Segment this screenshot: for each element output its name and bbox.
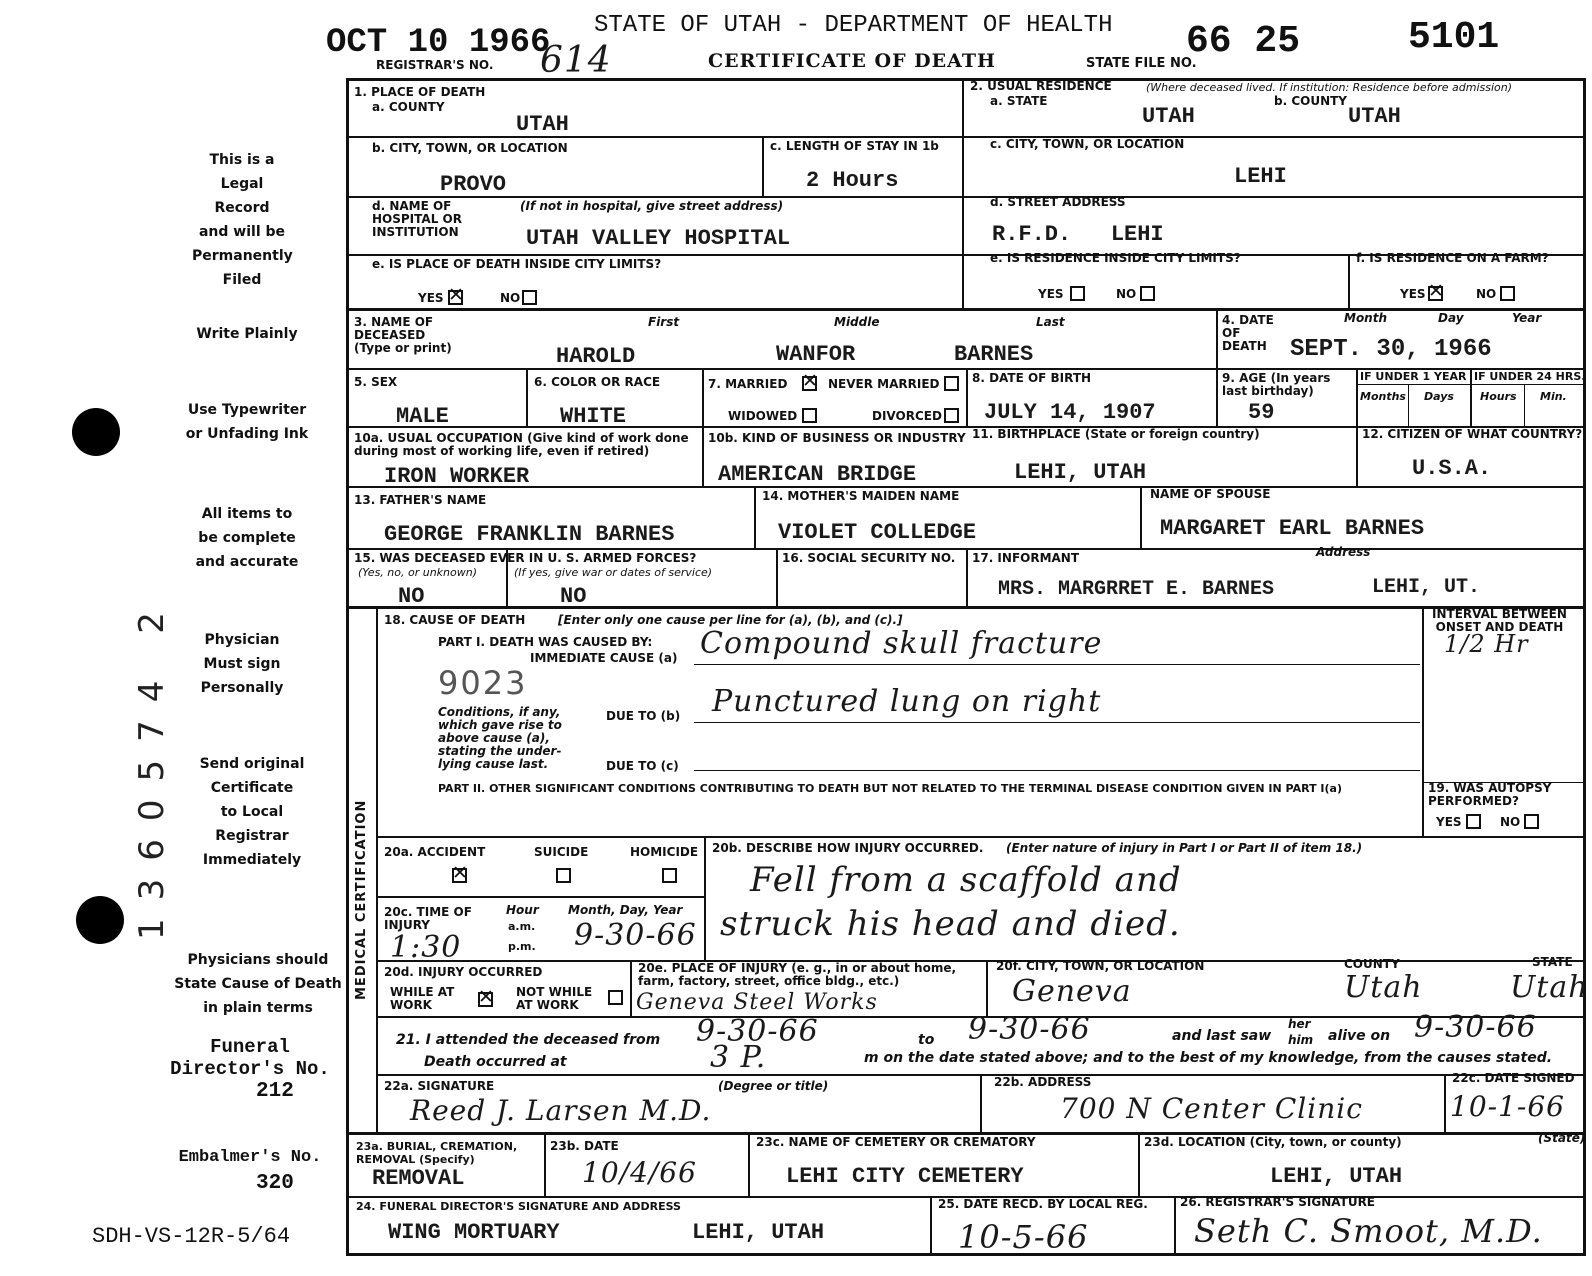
checkbox-inside-city-yes[interactable]: [448, 290, 463, 305]
label-describe-injury: 20b. DESCRIBE HOW INJURY OCCURRED.: [712, 841, 984, 855]
value-informant-address: LEHI, UT.: [1372, 576, 1481, 599]
label-autopsy-yes: YES: [1436, 815, 1462, 829]
label-widowed: WIDOWED: [728, 409, 798, 423]
label-injury-state: STATE: [1532, 955, 1573, 969]
checkbox-while-at-work[interactable]: [478, 992, 493, 1007]
value-county: UTAH: [516, 112, 569, 137]
checkbox-autopsy-no[interactable]: [1524, 814, 1539, 829]
label-part-1: PART I. DEATH WAS CAUSED BY:: [438, 635, 653, 649]
label-first: First: [648, 315, 680, 329]
checkbox-homicide[interactable]: [662, 868, 677, 883]
stamp-date: OCT 10 1966: [326, 24, 551, 62]
label-physician-address: 22b. ADDRESS: [994, 1075, 1092, 1089]
label-usual-residence-note: (Where deceased lived. If institution: Residence before admission): [1146, 81, 1513, 94]
label-am: a.m.: [508, 920, 536, 933]
checkbox-never-married[interactable]: [944, 376, 959, 391]
value-informant: MRS. MARGRRET E. BARNES: [998, 578, 1275, 601]
value-physician-address: 700 N Center Clinic: [1060, 1092, 1363, 1125]
value-cause-b: Punctured lung on right: [712, 684, 1102, 719]
value-funeral-address: LEHI, UTAH: [692, 1220, 825, 1245]
margin-funeral-label: Funeral Director's No.: [170, 1036, 330, 1080]
checkbox-res-inside-yes[interactable]: [1070, 286, 1085, 301]
label-immediate-cause: IMMEDIATE CAUSE (a): [530, 651, 678, 665]
value-armed-forces: NO: [398, 584, 425, 609]
checkbox-inside-city-no[interactable]: [522, 290, 537, 305]
label-state-paren: (State): [1538, 1131, 1586, 1145]
value-date-of-birth: JULY 14, 1907: [984, 400, 1156, 425]
registrar-label: REGISTRAR'S NO.: [376, 58, 494, 72]
value-injury-city: Geneva: [1012, 974, 1132, 1009]
value-business: AMERICAN BRIDGE: [718, 462, 917, 487]
label-due-to-b: DUE TO (b): [606, 709, 681, 723]
label-mother: 14. MOTHER'S MAIDEN NAME: [762, 489, 960, 503]
margin-legal-record: This is a Legal Record and will be Permanently Filed: [192, 152, 293, 288]
value-physician-signature: Reed J. Larsen M.D.: [410, 1094, 712, 1127]
label-days: Days: [1424, 390, 1454, 403]
value-time-of-injury: 1:30: [390, 930, 462, 965]
label-autopsy-no: NO: [1500, 815, 1521, 829]
label-year: Year: [1512, 311, 1542, 325]
label-county: a. COUNTY: [372, 100, 445, 114]
label-injury-city: 20f. CITY, TOWN, OR LOCATION: [996, 959, 1205, 973]
label-sex: 5. SEX: [354, 375, 398, 389]
label-cause-note: [Enter only one cause per line for (a), (b), and (c).]: [558, 613, 903, 627]
value-first-name: HAROLD: [556, 344, 636, 369]
checkbox-farm-yes[interactable]: [1428, 286, 1443, 301]
value-mother: VIOLET COLLEDGE: [778, 520, 977, 545]
value-father: GEORGE FRANKLIN BARNES: [384, 522, 675, 547]
label-res-inside-no: NO: [1116, 287, 1137, 301]
label-inside-city: e. IS PLACE OF DEATH INSIDE CITY LIMITS?: [372, 257, 662, 271]
label-suicide: SUICIDE: [534, 845, 589, 859]
label-not-while-at-work: NOT WHILE AT WORK: [516, 985, 593, 1012]
label-under-24-hours: IF UNDER 24 HRS.: [1474, 370, 1586, 383]
label-while-at-work: WHILE AT WORK: [390, 985, 455, 1012]
margin-send-original: Send original Certificate to Local Registrar Immediately: [199, 756, 305, 868]
checkbox-res-inside-no[interactable]: [1140, 286, 1155, 301]
label-length-of-stay: c. LENGTH OF STAY IN 1b: [770, 139, 939, 153]
value-middle-name: WANFOR: [776, 342, 856, 367]
value-street-address: R.F.D. LEHI: [992, 222, 1164, 247]
label-burial: 23a. BURIAL, CREMATION, REMOVAL (Specify): [356, 1140, 518, 1166]
value-interval: 1/2 Hr: [1444, 630, 1529, 658]
label-middle: Middle: [834, 315, 880, 329]
label-month-day-year: Month, Day, Year: [568, 903, 683, 917]
value-war-service: NO: [560, 584, 587, 609]
value-date-received: 10-5-66: [958, 1218, 1089, 1256]
label-armed-note-1: (Yes, no, or unknown): [358, 566, 478, 579]
label-cause-of-death: 18. CAUSE OF DEATH: [384, 613, 526, 627]
label-business: 10b. KIND OF BUSINESS OR INDUSTRY: [708, 431, 966, 445]
label-to: to: [918, 1032, 935, 1048]
label-date-of-birth: 8. DATE OF BIRTH: [972, 371, 1092, 385]
label-place-of-injury: 20e. PLACE OF INJURY (e. g., in or about home, farm, factory, street, office bldg., etc.): [638, 961, 957, 988]
label-never-married: NEVER MARRIED: [828, 377, 940, 391]
label-race: 6. COLOR OR RACE: [534, 375, 661, 389]
value-birthplace: LEHI, UTAH: [1014, 460, 1147, 485]
label-residence-state: a. STATE: [990, 94, 1048, 108]
label-place-of-death: 1. PLACE OF DEATH: [354, 85, 486, 99]
label-occupation: 10a. USUAL OCCUPATION (Give kind of work done during most of working life, even if retired): [354, 431, 689, 458]
value-registrar-signature: Seth C. Smoot, M.D.: [1194, 1212, 1543, 1250]
label-month: Month: [1344, 311, 1388, 325]
label-informant: 17. INFORMANT: [972, 551, 1080, 565]
label-res-inside-yes: YES: [1038, 287, 1064, 301]
label-date-signed: 22c. DATE SIGNED: [1452, 1071, 1575, 1085]
checkbox-not-while-at-work[interactable]: [608, 990, 623, 1005]
label-residence-city: c. CITY, TOWN, OR LOCATION: [990, 137, 1185, 151]
value-sex: MALE: [396, 404, 449, 429]
label-birthplace: 11. BIRTHPLACE (State or foreign country): [972, 427, 1260, 441]
label-date-of-death: 4. DATE OF DEATH: [1222, 313, 1274, 353]
value-describe-line-1: Fell from a scaffold and: [750, 860, 1182, 900]
margin-embalmer-label: Embalmer's No.: [178, 1148, 322, 1167]
label-last: Last: [1036, 315, 1065, 329]
margin-embalmer-number: 320: [256, 1172, 294, 1195]
label-informant-address: Address: [1316, 545, 1371, 559]
label-farm-yes: YES: [1400, 287, 1426, 301]
value-race: WHITE: [560, 404, 627, 429]
margin-complete: All items to be complete and accurate: [195, 506, 299, 570]
margin-funeral-number: 212: [256, 1080, 294, 1103]
checkbox-divorced[interactable]: [944, 408, 959, 423]
label-farm-no: NO: [1476, 287, 1497, 301]
value-cemetery-location: LEHI, UTAH: [1270, 1164, 1403, 1189]
label-hours: Hours: [1480, 390, 1517, 403]
label-city: b. CITY, TOWN, OR LOCATION: [372, 141, 568, 155]
label-citizen: 12. CITIZEN OF WHAT COUNTRY?: [1362, 427, 1583, 441]
label-residence-inside-city: e. IS RESIDENCE INSIDE CITY LIMITS?: [990, 251, 1241, 265]
label-part-2: PART II. OTHER SIGNIFICANT CONDITIONS CONTRIBUTING TO DEATH BUT NOT RELATED TO THE TERMINAL DISEASE CONDITION GIVEN IN PART I(a): [438, 782, 1343, 795]
label-hospital-note: (If not in hospital, give street address): [520, 199, 784, 213]
label-due-to-c: DUE TO (c): [606, 759, 679, 773]
label-injury-county: COUNTY: [1344, 957, 1400, 971]
label-accident: 20a. ACCIDENT: [384, 845, 486, 859]
value-residence-city: LEHI: [1234, 164, 1287, 189]
label-months: Months: [1360, 390, 1406, 403]
margin-typewriter: Use Typewriter or Unfading Ink: [185, 402, 309, 442]
value-funeral-home: WING MORTUARY: [388, 1220, 560, 1245]
label-registrar-signature: 26. REGISTRAR'S SIGNATURE: [1180, 1195, 1375, 1209]
checkbox-autopsy-yes[interactable]: [1466, 814, 1481, 829]
label-divorced: DIVORCED: [872, 409, 942, 423]
value-date-of-death: SEPT. 30, 1966: [1290, 336, 1492, 363]
value-length-of-stay: 2 Hours: [806, 168, 899, 193]
label-him: him: [1288, 1033, 1314, 1047]
certificate-title: CERTIFICATE OF DEATH: [708, 50, 996, 72]
label-describe-note: (Enter nature of injury in Part I or Part II of item 18.): [1006, 841, 1363, 855]
punch-hole-top: [72, 408, 120, 456]
value-burial: REMOVAL: [372, 1166, 465, 1191]
value-injury-state: Utah: [1510, 970, 1589, 1005]
medical-certification-label: MEDICAL CERTIFICATION: [354, 799, 369, 1000]
margin-write-plainly: Write Plainly: [196, 326, 298, 342]
value-occupation: IRON WORKER: [384, 464, 530, 489]
label-usual-residence: 2. USUAL RESIDENCE: [970, 79, 1112, 93]
label-attended-from: 21. I attended the deceased from: [396, 1032, 661, 1048]
label-funeral-director: 24. FUNERAL DIRECTOR'S SIGNATURE AND ADDRESS: [356, 1200, 681, 1213]
state-title: STATE OF UTAH - DEPARTMENT OF HEALTH: [594, 12, 1113, 39]
checkbox-married[interactable]: [802, 376, 817, 391]
label-homicide: HOMICIDE: [630, 845, 699, 859]
value-describe-line-2: struck his head and died.: [720, 904, 1181, 944]
label-interval: INTERVAL BETWEEN ONSET AND DEATH: [1432, 607, 1567, 634]
label-age: 9. AGE (In years last birthday): [1222, 371, 1331, 398]
file-number: 5101: [1408, 16, 1500, 59]
label-degree: (Degree or title): [718, 1079, 829, 1093]
value-burial-date: 10/4/66: [582, 1156, 697, 1189]
margin-physicians-state: Physicians should State Cause of Death in plain terms: [174, 952, 342, 1016]
label-alive-on: alive on: [1328, 1028, 1391, 1044]
label-social-security: 16. SOCIAL SECURITY NO.: [782, 551, 956, 565]
label-inside-city-yes: YES: [418, 291, 444, 305]
label-injury-occurred: 20d. INJURY OCCURRED: [384, 965, 543, 979]
label-married: 7. MARRIED: [708, 377, 788, 391]
value-age: 59: [1248, 400, 1275, 425]
label-signature: 22a. SIGNATURE: [384, 1079, 495, 1093]
margin-physician: Physician Must sign Personally: [200, 632, 284, 696]
checkbox-suicide[interactable]: [556, 868, 571, 883]
value-last-name: BARNES: [954, 342, 1034, 367]
punch-hole-bottom: [76, 896, 124, 944]
label-pm: p.m.: [508, 940, 536, 953]
value-cause-a: Compound skull fracture: [700, 626, 1103, 661]
value-place-of-injury: Geneva Steel Works: [636, 990, 878, 1015]
value-alive-on: 9-30-66: [1414, 1010, 1537, 1045]
vertical-serial-number: 1360574 2: [132, 594, 172, 940]
value-residence-state: UTAH: [1142, 104, 1195, 129]
value-death-time: 3 P.: [710, 1040, 767, 1075]
label-street-address: d. STREET ADDRESS: [990, 195, 1126, 209]
label-autopsy: 19. WAS AUTOPSY PERFORMED?: [1428, 781, 1552, 808]
label-time-of-injury: 20c. TIME OF INJURY: [384, 905, 472, 932]
value-residence-county: UTAH: [1348, 104, 1401, 129]
value-code: 9023: [438, 664, 528, 702]
label-father: 13. FATHER'S NAME: [354, 493, 487, 507]
label-armed-note-2: (If yes, give war or dates of service): [514, 566, 713, 579]
form-code: SDH-VS-12R-5/64: [92, 1224, 291, 1249]
label-residence-county: b. COUNTY: [1274, 94, 1347, 108]
label-farm: f. IS RESIDENCE ON A FARM?: [1356, 251, 1549, 265]
value-attended-from: 9-30-66: [696, 1014, 819, 1049]
value-city: PROVO: [440, 172, 507, 197]
label-inside-city-no: NO: [500, 291, 521, 305]
label-hospital: d. NAME OF HOSPITAL OR INSTITUTION: [372, 199, 462, 239]
value-attended-to: 9-30-66: [968, 1012, 1091, 1047]
value-spouse: MARGARET EARL BARNES: [1160, 516, 1425, 541]
value-hospital: UTAH VALLEY HOSPITAL: [526, 226, 791, 251]
label-spouse: NAME OF SPOUSE: [1150, 487, 1271, 501]
value-cemetery: LEHI CITY CEMETERY: [786, 1164, 1024, 1189]
label-day: Day: [1438, 311, 1464, 325]
value-citizen: U.S.A.: [1412, 456, 1492, 481]
label-conditions: Conditions, if any, which gave rise to above cause (a), stating the under- lying cause last.: [438, 705, 562, 771]
checkbox-widowed[interactable]: [802, 408, 817, 423]
label-last-saw: and last saw: [1172, 1028, 1272, 1044]
label-death-statement: m on the date stated above; and to the best of my knowledge, from the causes stated.: [864, 1050, 1553, 1066]
label-armed-forces: 15. WAS DECEASED EVER IN U. S. ARMED FORCES?: [354, 551, 697, 565]
label-date-received: 25. DATE RECD. BY LOCAL REG.: [938, 1197, 1148, 1211]
value-date-signed: 10-1-66: [1450, 1090, 1565, 1123]
state-file-label: STATE FILE NO.: [1086, 56, 1197, 71]
label-min: Min.: [1540, 390, 1567, 403]
value-injury-county: Utah: [1344, 970, 1423, 1005]
label-death-occurred-at: Death occurred at: [424, 1054, 567, 1070]
label-cemetery: 23c. NAME OF CEMETERY OR CREMATORY: [756, 1135, 1036, 1149]
state-file-number: 66 25: [1186, 20, 1301, 63]
label-burial-date: 23b. DATE: [550, 1139, 619, 1153]
checkbox-farm-no[interactable]: [1500, 286, 1515, 301]
label-cemetery-location: 23d. LOCATION (City, town, or county): [1144, 1135, 1402, 1149]
label-her: her: [1288, 1017, 1311, 1031]
value-injury-date: 9-30-66: [574, 918, 697, 953]
label-name-deceased: 3. NAME OF DECEASED (Type or print): [354, 315, 452, 355]
registrar-number: 614: [540, 40, 612, 81]
label-under-1-year: IF UNDER 1 YEAR: [1360, 370, 1467, 383]
label-hour: Hour: [506, 903, 539, 917]
checkbox-accident[interactable]: [452, 868, 467, 883]
